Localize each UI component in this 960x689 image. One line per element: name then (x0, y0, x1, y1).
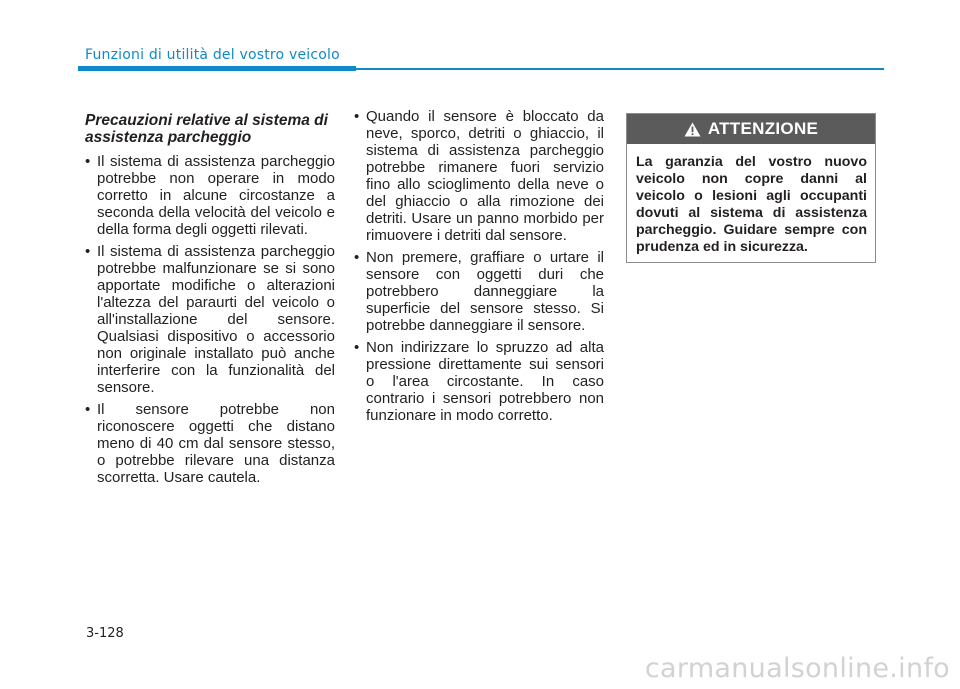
bullet-icon: • (354, 108, 360, 125)
middle-column (354, 108, 604, 429)
list-item (354, 339, 604, 424)
section-heading: Precauzioni relative al sistema di assistenza parcheggio (85, 112, 328, 146)
middle-bullet-list (354, 108, 604, 424)
bullet-icon: • (85, 243, 91, 260)
list-item (354, 108, 604, 244)
warning-text: La garanzia del vostro nuovo veicolo non copre danni al veicolo o lesioni agli occupanti dovuti al sistema di assistenza parcheggio. Guidare sempre con prudenza ed in sicurezza. (636, 154, 867, 255)
left-column (85, 112, 335, 491)
bullet-text: Non premere, graffiare o urtare il sensore con oggetti duri che potrebbero danneggiare la superficie del sensore stesso. Si potrebbe danneggiare il sensore. (366, 249, 604, 334)
header-rule-thick (78, 66, 356, 71)
watermark: carmanualsonline.info (644, 653, 950, 684)
bullet-text: Il sistema di assistenza parcheggio potrebbe non operare in modo corretto in alcune circostanze a seconda della velocità del veicolo e della forma degli oggetti rilevati. (97, 153, 335, 238)
bullet-icon: • (354, 339, 360, 356)
left-bullet-list (85, 153, 335, 486)
warning-title: ATTENZIONE (707, 119, 819, 138)
warning-header (627, 114, 875, 144)
bullet-text: Il sistema di assistenza parcheggio potrebbe malfunzionare se si sono apportate modifiche o alterazioni l'altezza del paraurti del veicolo o all'installazione del sensore. Qualsiasi dispositivo o accessorio non originale installato può anche interferire con la funzionalità del sensore. (97, 243, 335, 396)
header-rule-thin (356, 68, 884, 70)
bullet-text: Non indirizzare lo spruzzo ad alta pressione direttamente sui sensori o l'area circostante. In caso contrario i sensori potrebbero non funzionare in modo corretto. (366, 339, 604, 424)
list-item (85, 153, 335, 238)
bullet-icon: • (354, 249, 360, 266)
bullet-text: Il sensore potrebbe non riconoscere oggetti che distano meno di 40 cm dal sensore stesso, o potrebbe rilevare una distanza scorretta. Usare cautela. (97, 401, 335, 486)
section-header-title: Funzioni di utilità del vostro veicolo (85, 47, 340, 63)
list-item (85, 401, 335, 486)
list-item (354, 249, 604, 334)
bullet-icon: • (85, 153, 91, 170)
list-item (85, 243, 335, 396)
bullet-icon: • (85, 401, 91, 418)
bullet-text: Quando il sensore è bloccato da neve, sporco, detriti o ghiaccio, il sistema di assistenza parcheggio potrebbe rimanere fuori servizio fino allo scioglimento della neve o del ghiaccio o alla rimozione dei detriti. Usare un panno morbido per rimuovere i detriti dal sensore. (366, 108, 604, 244)
page-number: 3-128 (86, 626, 124, 641)
warning-box (626, 113, 876, 263)
warning-triangle-icon (684, 122, 701, 137)
